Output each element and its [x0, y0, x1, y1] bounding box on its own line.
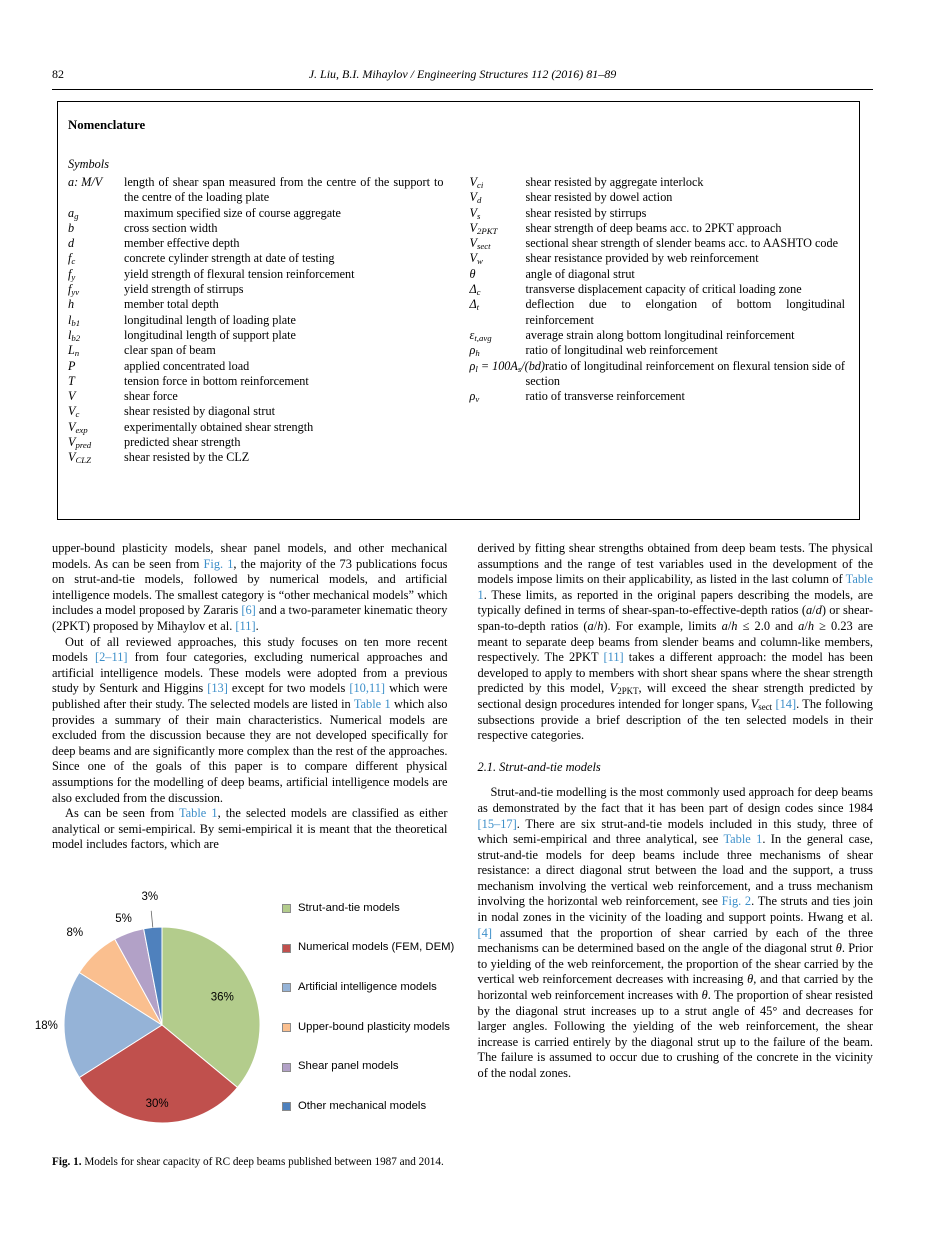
symbol: $\rho_l = 100A_s/(bd)$ [469, 358, 545, 374]
legend-item [282, 1059, 452, 1075]
citation-link[interactable]: [2–11] [94, 650, 128, 665]
symbol: $V_c$ [68, 404, 80, 420]
symbol: $V_{CLZ}$ [68, 450, 92, 466]
nomenclature-left-column [68, 175, 444, 466]
citation-link[interactable]: [6] [241, 603, 256, 618]
citation-link[interactable]: [14] [775, 696, 797, 711]
definition: yield strength of stirrups [124, 282, 244, 297]
symbol: $l_{b2}$ [68, 327, 81, 344]
citation-link[interactable]: Table 1 [477, 572, 873, 602]
percent-label: 8% [66, 926, 84, 939]
symbol: $V_{sect}$ [469, 236, 491, 252]
definition: shear resisted by dowel action [525, 190, 673, 205]
nomenclature-entry [470, 267, 846, 282]
nomenclature-entry [470, 343, 846, 358]
nomenclature-entry [68, 404, 444, 419]
definition: cross section width [124, 220, 218, 235]
percent-label: 18% [34, 1019, 58, 1032]
legend-label: Strut-and-tie models [298, 901, 400, 914]
definition: shear strength of deep beams acc. to 2PKT approach [525, 220, 782, 235]
legend-swatch [282, 904, 291, 913]
page-number: 82 [52, 67, 64, 81]
legend-item [282, 1099, 452, 1115]
body-columns [34, 541, 874, 1169]
definition: shear resisted by stirrups [525, 205, 647, 220]
nomenclature-entry [470, 236, 846, 251]
definition: shear resistance provided by web reinforcement [525, 251, 759, 266]
symbol: $f_{yv}$ [68, 282, 80, 298]
right-paragraphs-before [478, 541, 874, 744]
definition: yield strength of flexural tension reinforcement [124, 266, 355, 281]
section-heading: 2.1. Strut-and-tie models [477, 759, 601, 774]
nomenclature-entry [68, 251, 444, 266]
definition: ratio of longitudinal reinforcement on flexural tension side of section [525, 358, 845, 388]
citation-link[interactable]: Table 1 [723, 832, 763, 847]
symbol: $V_{pred}$ [68, 435, 92, 451]
nomenclature-entry [68, 282, 444, 297]
definition: member effective depth [124, 236, 240, 251]
nomenclature-box [57, 101, 860, 520]
symbol: $\rho_h$ [469, 343, 480, 359]
legend-swatch [282, 1063, 291, 1072]
symbol: b [68, 220, 75, 235]
label-leader-line [151, 911, 153, 928]
symbol: V [68, 389, 76, 404]
nomenclature-entry [470, 221, 846, 236]
legend-label: Numerical models (FEM, DEM) [298, 941, 455, 954]
symbol: $\Delta_t$ [469, 297, 480, 313]
symbol: $f_c$ [68, 251, 76, 267]
definition: clear span of beam [124, 343, 216, 358]
citation-link[interactable]: [4] [477, 925, 492, 940]
nomenclature-entry [68, 343, 444, 358]
chart-legend [282, 901, 455, 1115]
paragraph: As can be seen from Table 1, the selected models are classified as either analytical or semi-empirical. By semi-empirical it is meant that the theoretical model includes factors, which are [52, 806, 448, 852]
nomenclature-entry [470, 282, 846, 297]
symbol: h [68, 297, 75, 312]
legend-swatch [282, 944, 291, 953]
nomenclature-entry [470, 297, 846, 328]
definition: member total depth [124, 297, 219, 312]
legend-swatch [282, 1102, 291, 1111]
definition: longitudinal length of loading plate [124, 312, 296, 327]
symbol: θ [469, 266, 476, 281]
citation-link[interactable]: Table 1 [353, 696, 391, 711]
symbol: P [68, 358, 76, 373]
symbol: $L_n$ [68, 343, 80, 359]
definition: length of shear span measured from the centre of the support to the centre of the loading plate [124, 175, 444, 205]
paragraph: upper-bound plasticity models, shear panel models, and other mechanical models. As can be seen from Fig. 1, the majority of the 73 publications focus on strut-and-tie models, followed by numerical models, and artificial intelligence models. The smallest category is “other mechanical models” which includes a model proposed by Zararis [6] and a two-parameter kinematic theory (2PKT) proposed by Mihaylov et al. [11]. [52, 541, 448, 633]
nomenclature-entry [68, 435, 444, 450]
legend-item [282, 1020, 452, 1036]
percent-label: 3% [141, 891, 159, 904]
symbol: a: M/V [68, 175, 103, 189]
nomenclature-entry [68, 420, 444, 435]
percent-label: 5% [115, 912, 132, 925]
figure-caption-text: Models for shear capacity of RC deep beams published between 1987 and 2014. [84, 1155, 444, 1168]
nomenclature-entry [68, 359, 444, 374]
nomenclature-entry [68, 221, 444, 236]
paragraph: derived by fitting shear strengths obtained from deep beam tests. The physical assumptions and the range of test variables used in the development of the models impose limits on their applicability, as listed in the last column of Table 1. These limits, as reported in the original papers describing the models, are typically defined in terms of shear-span-to-effective-depth ratios (a/d) or shear-span-to-depth ratios (a/h). For example, limits a/h ≤ 2.0 and a/h ≥ 0.23 are meant to separate deep beams from slender beams and column-like members, respectively. The 2PKT [11] takes a different approach: the model has been developed to apply to members with short shear spans where the shear strength predicted by this model, $V_{2PKT}$, will exceed the shear strength predicted by sectional design procedures intended for longer spans, $V_{sect}$ [14]. The following subsections provide a brief description of the ten selected models in their respective categories. [477, 541, 873, 743]
citation-link[interactable]: [13] [207, 681, 228, 696]
symbol: $\varepsilon_{t,avg}$ [469, 327, 492, 344]
nomenclature-entry [68, 267, 444, 282]
definition: deflection due to elongation of bottom longitudinal reinforcement [525, 297, 845, 327]
legend-swatch [282, 1023, 291, 1032]
definition: shear resisted by diagonal strut [124, 404, 275, 419]
citation-link[interactable]: [11] [235, 618, 256, 633]
symbol: $V_d$ [469, 190, 482, 206]
legend-item [282, 980, 452, 996]
legend-swatch [282, 983, 291, 992]
definition: experimentally obtained shear strength [124, 419, 314, 434]
nomenclature-entry [68, 313, 444, 328]
definition: angle of diagonal strut [525, 266, 635, 281]
definition: shear resisted by aggregate interlock [525, 175, 704, 189]
symbol: $V_w$ [469, 251, 483, 267]
nomenclature-entry [470, 206, 846, 221]
percent-label: 36% [210, 991, 234, 1004]
symbol: d [68, 236, 75, 251]
definition: ratio of longitudinal web reinforcement [525, 343, 718, 358]
figure-1 [34, 883, 455, 1169]
nomenclature-entry [470, 328, 846, 343]
nomenclature-columns [68, 175, 845, 466]
definition: transverse displacement capacity of critical loading zone [525, 282, 802, 297]
citation-link[interactable]: [15–17] [477, 816, 517, 831]
legend-item [282, 901, 452, 917]
definition: longitudinal length of support plate [124, 327, 296, 342]
definition: maximum specified size of course aggregate [124, 205, 341, 220]
nomenclature-title: Nomenclature [68, 118, 146, 132]
symbol: T [68, 373, 75, 388]
symbol: $a_g$ [68, 205, 79, 221]
citation-link[interactable]: Fig. 1 [203, 556, 234, 571]
definition: tension force in bottom reinforcement [124, 373, 309, 388]
figure-caption-label: Fig. 1. [52, 1155, 82, 1168]
legend-label: Other mechanical models [298, 1099, 427, 1112]
page-header [52, 64, 873, 90]
definition: applied concentrated load [124, 358, 250, 373]
definition: average strain along bottom longitudinal reinforcement [525, 327, 795, 342]
citation-link[interactable]: Fig. 2 [721, 894, 752, 909]
symbol: $\rho_v$ [469, 389, 480, 405]
legend-label: Upper-bound plasticity models [298, 1020, 450, 1033]
nomenclature-entry [470, 175, 846, 190]
percent-label: 30% [145, 1098, 169, 1111]
legend-label: Shear panel models [298, 1060, 399, 1073]
left-paragraphs [52, 541, 448, 853]
nomenclature-entry [68, 328, 444, 343]
paragraph: Out of all reviewed approaches, this study focuses on ten more recent models [2–11] from four categories, excluding numerical approaches and artificial intelligence models. These models were adopted from a previous study by Senturk and Higgins [13] except for two models [10,11] which were published after their study. The selected models are listed in Table 1 which also provides a summary of their main characteristics. Numerical models are excluded from the discussion because they are not developed specifically for deep beams and are significantly more complex than the rest of the approaches. Since one of the goals of this paper is to compare different physical assumptions for the modelling of deep beams, artificial intelligence models are also excluded from the discussion. [52, 634, 448, 805]
citation-link[interactable]: Table 1 [178, 806, 218, 821]
symbol: $f_y$ [68, 266, 76, 282]
nomenclature-entry [470, 359, 846, 390]
symbol: $V_{2PKT}$ [469, 220, 498, 237]
definition: ratio of transverse reinforcement [525, 389, 685, 404]
definition: shear force [124, 389, 178, 404]
right-paragraphs-after [478, 785, 874, 1081]
symbol: $V_{ci}$ [469, 175, 484, 191]
definition: predicted shear strength [124, 435, 241, 450]
citation-link[interactable]: [11] [603, 650, 624, 665]
figure-caption [52, 1155, 448, 1169]
nomenclature-entry [470, 251, 846, 266]
left-column [34, 541, 455, 1169]
paragraph: Strut-and-tie modelling is the most commonly used approach for deep beams as demonstrated by the fact that it has been part of design codes since 1984 [15–17]. There are six strut-and-tie models included in this study, three of which semi-empirical and three analytical, see Table 1. In the general case, strut-and-tie models for deep beams include three mechanisms of shear resistance: a direct diagonal strut between the load and the support, a truss mechanism involving the vertical web reinforcement, and a truss mechanism involving the horizontal web reinforcement, see Fig. 2. The struts and ties join in nodal zones in the vicinity of the loading and support points. Hwang et al. [4] assumed that the proportion of shear carried by each of the three mechanisms can be determined based on the angle of the diagonal strut θ. Prior to yielding of the web reinforcement, the proportion of the shear carried by the vertical web reinforcement decreases with increasing θ, and that carried by the horizontal web reinforcement increases with θ. The proportion of shear resisted by the diagonal strut increases up to a strut angle of 45° and decreases for larger angles. Following the yielding of the web reinforcement, the shear increase is carried entirely by the diagonal strut up to the failure of the beam. The failure is assumed to occur due to crushing of the concrete in the vicinity of the nodal zones. [477, 785, 874, 1080]
citation-link[interactable]: [10,11] [349, 681, 386, 696]
definition: concrete cylinder strength at date of testing [124, 251, 335, 266]
symbol: $V_{exp}$ [68, 419, 88, 435]
symbol: $V_s$ [469, 205, 481, 221]
symbol: $l_{b1}$ [68, 312, 81, 328]
nomenclature-group-label: Symbols [68, 157, 109, 171]
nomenclature-entry [68, 389, 444, 404]
nomenclature-entry [68, 236, 444, 251]
pie-chart [32, 883, 292, 1145]
nomenclature-entry [68, 450, 444, 465]
definition: sectional shear strength of slender beams acc. to AASHTO code [525, 236, 838, 251]
nomenclature-entry [470, 389, 846, 404]
nomenclature-right-column [470, 175, 846, 466]
nomenclature-entry [470, 190, 846, 205]
running-title: J. Liu, B.I. Mihaylov / Engineering Structures 112 (2016) 81–89 [308, 67, 617, 81]
pie-chart-area [34, 883, 455, 1139]
nomenclature-entry [68, 175, 444, 206]
legend-label: Artificial intelligence models [298, 981, 437, 994]
nomenclature-entry [68, 206, 444, 221]
nomenclature-entry [68, 297, 444, 312]
nomenclature-entry [68, 374, 444, 389]
right-column [478, 541, 874, 1169]
legend-item [282, 940, 455, 956]
definition: shear resisted by the CLZ [124, 450, 250, 465]
symbol: $\Delta_c$ [469, 282, 481, 298]
